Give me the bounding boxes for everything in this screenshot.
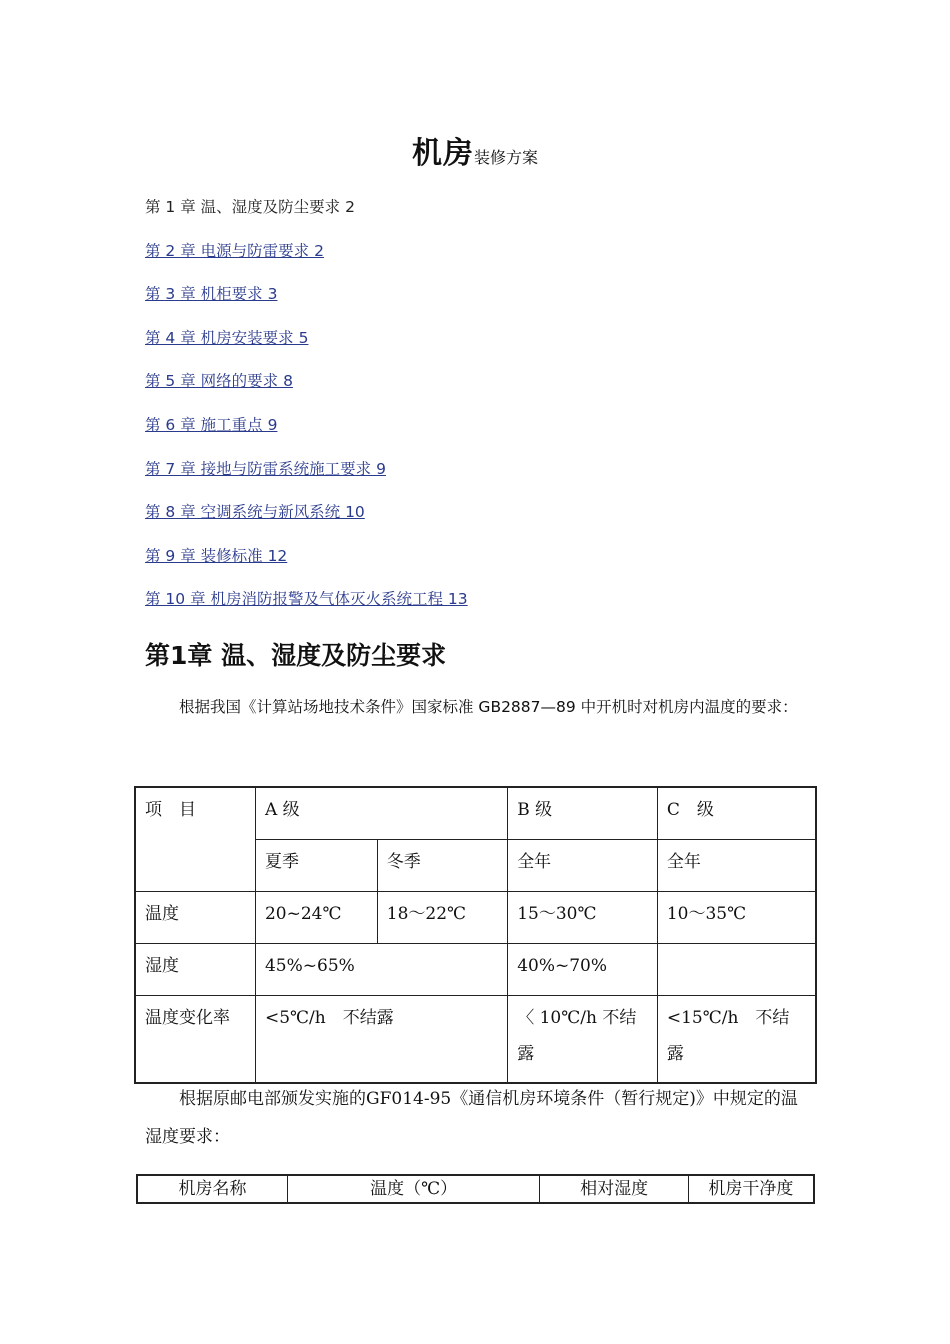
toc-item-1[interactable]: 第 1 章 温、湿度及防尘要求 2 — [145, 198, 355, 216]
row-change-a: <5℃/h 不结露 — [255, 995, 507, 1083]
row-change-b: 〈 10℃/h 不结露 — [508, 995, 658, 1083]
title-sub: 装修方案 — [473, 148, 538, 167]
row-humid-a: 45%~65% — [255, 943, 507, 995]
row-temp-a-summer: 20~24℃ — [255, 891, 377, 943]
toc-item-5[interactable]: 第 5 章 网络的要求 8 — [145, 372, 293, 391]
row-temp-b: 15～30℃ — [508, 891, 658, 943]
room-table-header-temp: 温度（℃） — [288, 1175, 540, 1203]
row-humid-b: 40%~70% — [508, 943, 658, 995]
temperature-requirements-table — [134, 786, 817, 1084]
chapter-1-heading: 第1章 温、湿度及防尘要求 — [145, 641, 447, 670]
header-item: 项 目 — [135, 787, 255, 891]
toc-item-4[interactable]: 第 4 章 机房安装要求 5 — [145, 328, 309, 347]
toc-item-8[interactable]: 第 8 章 空调系统与新风系统 10 — [145, 503, 365, 522]
row-change-c: <15℃/h 不结露 — [657, 995, 816, 1083]
header-grade-c: C 级 — [657, 787, 816, 839]
row-humid-label: 湿度 — [135, 943, 255, 995]
row-temp-a-winter: 18～22℃ — [377, 891, 507, 943]
header-a-winter: 冬季 — [377, 839, 507, 891]
toc-item-9[interactable]: 第 9 章 装修标准 12 — [145, 546, 288, 565]
header-a-summer: 夏季 — [255, 839, 377, 891]
room-table-header-humidity: 相对湿度 — [540, 1175, 689, 1203]
page-title — [0, 128, 950, 172]
room-table-header-cleanliness: 机房干净度 — [688, 1175, 814, 1203]
toc-item-2[interactable]: 第 2 章 电源与防雷要求 2 — [145, 241, 324, 260]
toc-item-3[interactable]: 第 3 章 机柜要求 3 — [145, 285, 278, 304]
chapter-1-paragraph-1: 根据我国《计算站场地技术条件》国家标准 GB2887—89 中开机时对机房内温度的要求： — [179, 698, 798, 716]
row-change-label: 温度变化率 — [135, 995, 255, 1083]
header-b-year: 全年 — [508, 839, 658, 891]
header-grade-b: B 级 — [508, 787, 658, 839]
room-table-header-name: 机房名称 — [137, 1175, 288, 1203]
toc-item-6[interactable]: 第 6 章 施工重点 9 — [145, 415, 278, 434]
row-temp-label: 温度 — [135, 891, 255, 943]
row-humid-c — [657, 943, 816, 995]
chapter-1-paragraph-2: 根据原邮电部颁发实施的GF014-95《通信机房环境条件（暂行规定)》中规定的温湿度要求： — [145, 1089, 798, 1147]
toc-item-7[interactable]: 第 7 章 接地与防雷系统施工要求 9 — [145, 459, 386, 478]
row-temp-c: 10～35℃ — [657, 891, 816, 943]
header-c-year: 全年 — [657, 839, 816, 891]
table-of-contents — [145, 193, 468, 629]
header-grade-a: A 级 — [255, 787, 507, 839]
room-environment-table — [136, 1174, 815, 1204]
title-main: 机房 — [411, 136, 474, 171]
toc-item-10[interactable]: 第 10 章 机房消防报警及气体灭火系统工程 13 — [145, 590, 468, 609]
